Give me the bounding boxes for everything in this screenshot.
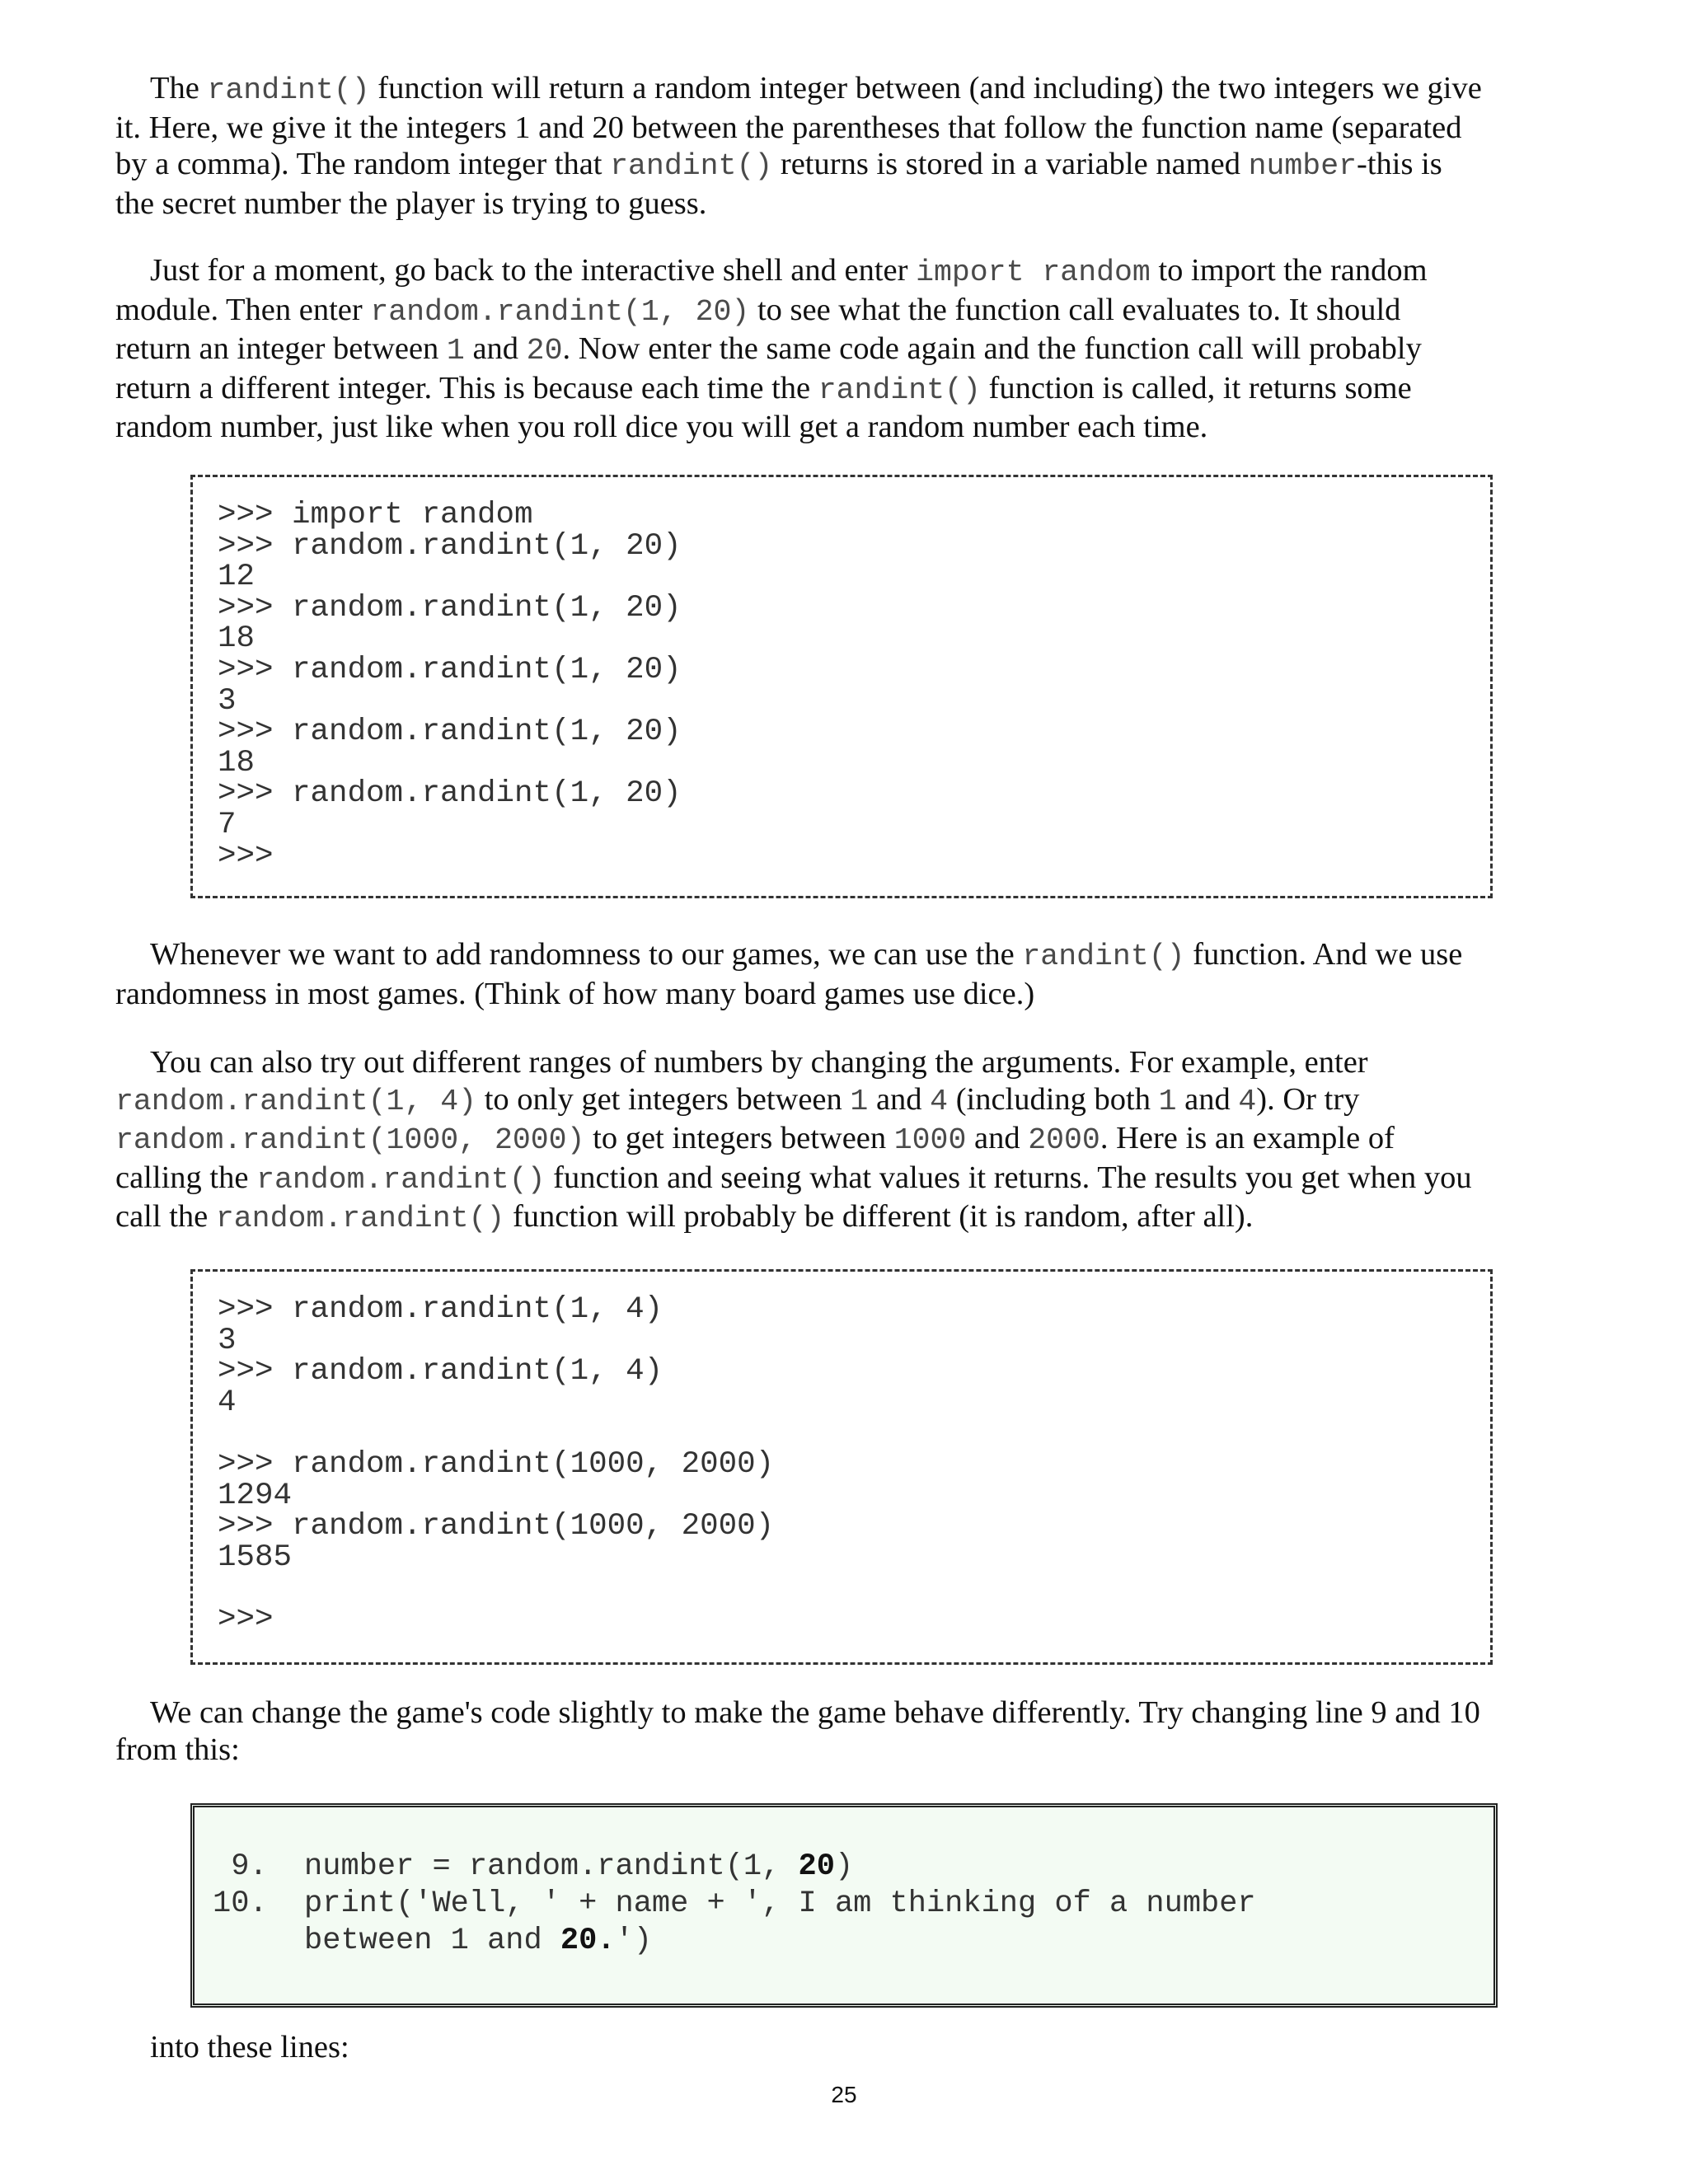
- text-line: random number, just like when you roll dice you will get a random number each time.: [115, 410, 1208, 444]
- text-line: Whenever we want to add randomness to our games, we can use the randint() function. And we use: [150, 937, 1463, 973]
- inline-code: randint(): [207, 73, 370, 107]
- source-code-box: [190, 1803, 1498, 2008]
- text-line: random.randint(1, 4) to only get integers between 1 and 4 (including both 1 and 4). Or try: [115, 1081, 1360, 1118]
- inline-code: randint(): [1022, 940, 1185, 973]
- code-highlight: 20.: [560, 1924, 616, 1958]
- line-number: 10.: [213, 1886, 268, 1921]
- paragraph-interactive-shell: [115, 252, 1574, 446]
- code-text: '): [615, 1924, 652, 1958]
- code-text: number = random.randint(1,: [304, 1849, 799, 1884]
- text-line: call the random.randint() function will probably be different (it is random, after all).: [115, 1199, 1254, 1235]
- text-line: random.randint(1000, 2000) to get integers between 1000 and 2000. Here is an example of: [115, 1121, 1395, 1157]
- page-number: 25: [831, 2082, 857, 2107]
- shell-example-2: [190, 1269, 1493, 1665]
- text-line: randomness in most games. (Think of how many board games use dice.): [115, 976, 1035, 1011]
- text-line: The randint() function will return a random integer between (and including) the two integers we give: [150, 71, 1482, 107]
- shell-example-1-text: >>> import random >>> random.randint(1, 20) 12 >>> random.randint(1, 20) 18 >>> random.randint(1, 20) 3 >>> random.randint(1, 20) 18 >>> random.randint(1, 20) 7 >>>: [218, 498, 682, 874]
- inline-code: randint(): [818, 373, 981, 407]
- text-line: by a comma). The random integer that randint() returns is stored in a variable named number-this is: [115, 147, 1442, 183]
- text-line: return an integer between 1 and 20. Now enter the same code again and the function call will probably: [115, 331, 1422, 368]
- inline-code: 4: [930, 1084, 949, 1118]
- shell-example-2-text: >>> random.randint(1, 4) 3 >>> random.randint(1, 4) 4 >>> random.randint(1000, 2000) 1294 >>> random.randint(1000, 2000) 1585 >>>: [218, 1292, 775, 1637]
- code-text: between 1 and: [304, 1924, 560, 1958]
- text-line: it. Here, we give it the integers 1 and 20 between the parentheses that follow the function name (separated: [115, 110, 1462, 145]
- inline-code: random.randint(1, 4): [115, 1084, 477, 1118]
- paragraph-change-code: [115, 1694, 1574, 1768]
- code-text: print('Well, ' + name + ', I am thinking of a number: [304, 1886, 1256, 1921]
- inline-code: 1: [850, 1084, 869, 1118]
- text-line: module. Then enter random.randint(1, 20) to see what the function call evaluates to. It should: [115, 292, 1401, 329]
- inline-code: random.randint(): [215, 1202, 505, 1235]
- inline-code: 1000: [893, 1123, 967, 1157]
- inline-code: 2000: [1028, 1123, 1100, 1157]
- paragraph-into-these-lines: [115, 2029, 1574, 2066]
- code-text: ): [834, 1849, 854, 1884]
- shell-example-1: [190, 475, 1493, 898]
- inline-code: 1: [1158, 1084, 1177, 1118]
- text-line: We can change the game's code slightly to make the game behave differently. Try changing line 9 and 10: [150, 1695, 1480, 1730]
- text-line: into these lines:: [150, 2030, 349, 2064]
- text-line: calling the random.randint() function and seeing what values it returns. The results you get when you: [115, 1160, 1472, 1197]
- text-line: You can also try out different ranges of numbers by changing the arguments. For example, enter: [150, 1045, 1368, 1080]
- paragraph-randomness: [115, 936, 1574, 1012]
- source-code-text: [213, 1849, 1256, 1960]
- text-line: Just for a moment, go back to the interactive shell and enter import random to import the random: [150, 253, 1428, 289]
- text-line: return a different integer. This is because each time the randint() function is called, it returns some: [115, 370, 1412, 407]
- line-number: 9.: [213, 1849, 268, 1884]
- inline-code: random.randint(1, 20): [370, 294, 750, 329]
- text-line: from this:: [115, 1732, 240, 1767]
- inline-code: import random: [916, 255, 1151, 289]
- inline-code: 4: [1238, 1084, 1257, 1118]
- inline-code: 1: [446, 334, 465, 368]
- inline-code: random.randint(): [256, 1162, 546, 1197]
- inline-code: number: [1248, 149, 1357, 183]
- text-line: the secret number the player is trying to guess.: [115, 185, 707, 221]
- inline-code: 20: [526, 334, 563, 368]
- inline-code: random.randint(1000, 2000): [115, 1123, 585, 1157]
- code-highlight: 20: [798, 1849, 835, 1884]
- paragraph-ranges: [115, 1044, 1574, 1238]
- inline-code: randint(): [610, 149, 773, 183]
- paragraph-randint-intro: [115, 70, 1574, 222]
